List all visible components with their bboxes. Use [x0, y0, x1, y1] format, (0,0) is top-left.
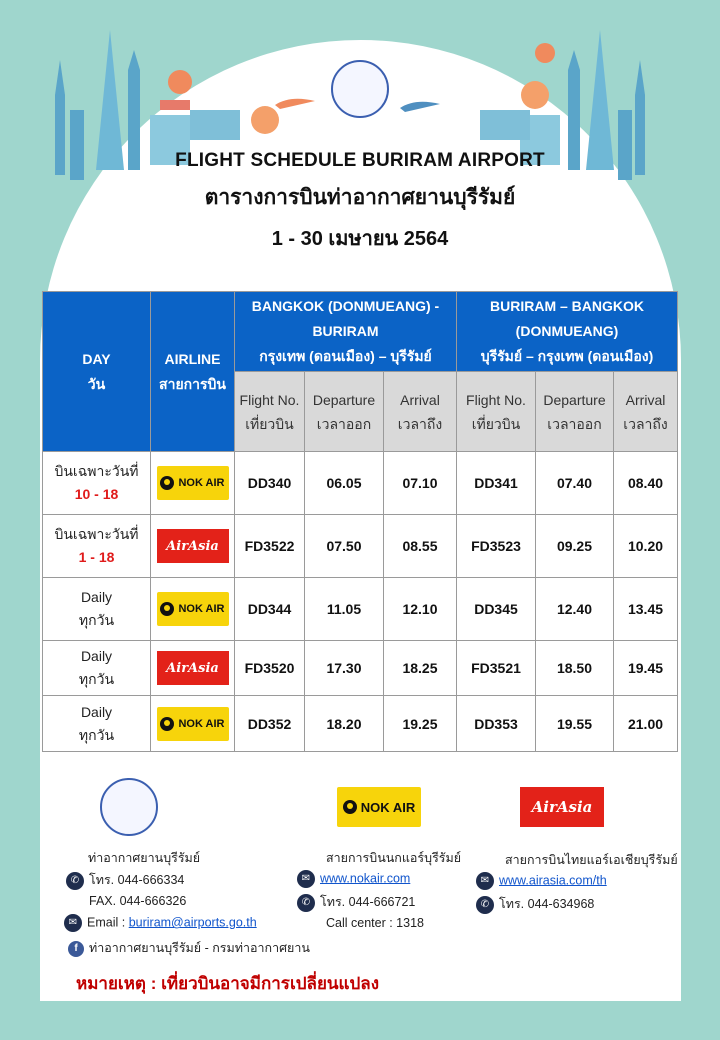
col-arrival-out: [384, 372, 457, 452]
email-icon: ✉: [476, 872, 494, 890]
route-bkk-buriram-header: [235, 292, 457, 372]
col-departure-out: [305, 372, 384, 452]
departure-return: 07.40: [536, 452, 614, 515]
flight-schedule-table: [42, 291, 678, 752]
note-label: หมายเหตุ :: [76, 974, 157, 993]
flight-no-return: DD345: [457, 578, 536, 641]
arrival-return: 21.00: [614, 696, 678, 752]
departure-return: 12.40: [536, 578, 614, 641]
arrival-out: 12.10: [384, 578, 457, 641]
title-block: [0, 150, 720, 254]
airline-cell: [151, 578, 235, 641]
email-label: Email :: [87, 915, 126, 930]
flight-no-return: FD3521: [457, 641, 536, 696]
airasia-logo: [157, 651, 229, 685]
col-flight-label-th: เที่ยวบิน: [245, 415, 294, 432]
airport-phone-text: โทร. 044-666334: [89, 873, 185, 887]
contact-footer: [0, 770, 720, 1000]
flight-no-out: FD3520: [235, 641, 305, 696]
col-departure-label: Departure: [543, 391, 606, 408]
arrival-return: 08.40: [614, 452, 678, 515]
nokair-name: สายการบินนกแอร์บุรีรัมย์: [326, 851, 462, 865]
day-label: บินเฉพาะวันที่: [54, 463, 139, 479]
airport-email: [64, 914, 257, 932]
departure-out: 07.50: [305, 515, 384, 578]
col-departure-label-th: เวลาออก: [316, 415, 372, 432]
airport-seal-logo: [100, 778, 158, 836]
disclaimer-note: [76, 970, 379, 997]
day-cell: [43, 452, 151, 515]
day-label: บินเฉพาะวันที่: [54, 526, 139, 542]
flight-no-return: DD353: [457, 696, 536, 752]
nokair-logo: [157, 592, 229, 626]
email-icon: ✉: [64, 914, 82, 932]
departure-out: 11.05: [305, 578, 384, 641]
flight-no-out: DD344: [235, 578, 305, 641]
col-flight-label-th: เที่ยวบิน: [471, 415, 521, 432]
flight-no-out: DD352: [235, 696, 305, 752]
col-arrival-label: Arrival: [400, 391, 440, 408]
col-flight-label: Flight No.: [466, 391, 526, 408]
nokair-logo: [337, 787, 421, 827]
day-label: Daily: [80, 648, 113, 664]
airport-phone: [66, 870, 184, 890]
airport-email-link[interactable]: buriram@airports.go.th: [128, 915, 257, 930]
departure-return: 19.55: [536, 696, 614, 752]
day-sublabel: 1 - 18: [78, 549, 115, 565]
departure-return: 18.50: [536, 641, 614, 696]
route1-line2: BURIRAM: [312, 323, 379, 339]
airline-cell: [151, 641, 235, 696]
nokair-bird-icon: [160, 476, 174, 490]
flight-no-return: DD341: [457, 452, 536, 515]
airport-name: ท่าอากาศยานบุรีรัมย์: [88, 851, 201, 865]
nokair-phone-text: โทร. 044-666721: [320, 895, 416, 909]
arrival-out: 07.10: [384, 452, 457, 515]
airasia-logo: [157, 529, 229, 563]
table-row: [43, 641, 678, 696]
nokair-bird-icon: [160, 602, 174, 616]
route2-line1: BURIRAM – BANGKOK: [490, 298, 644, 314]
nokair-bird-icon: [160, 717, 174, 731]
arrival-return: 13.45: [614, 578, 678, 641]
col-arrival-label: Arrival: [625, 391, 666, 408]
airasia-web-link[interactable]: www.airasia.com/th: [499, 873, 607, 888]
table-row: [43, 578, 678, 641]
arrival-return: 19.45: [614, 641, 678, 696]
day-header-th: วัน: [87, 375, 106, 392]
nokair-web: [297, 870, 410, 888]
phone-icon: ✆: [476, 896, 494, 914]
airport-seal-logo: [331, 60, 389, 118]
col-flight-return: [457, 372, 536, 452]
col-departure-label: Departure: [312, 391, 376, 408]
col-departure-label-th: เวลาออก: [547, 415, 602, 432]
airline-cell: [151, 515, 235, 578]
col-arrival-return: [614, 372, 678, 452]
col-flight-out: [235, 372, 305, 452]
airline-logo-text: NOK AIR: [178, 603, 225, 615]
route2-thai: บุรีรัมย์ – กรุงเทพ (ดอนเมือง): [480, 348, 654, 364]
arrival-return: 10.20: [614, 515, 678, 578]
nokair-callcenter: Call center : 1318: [326, 916, 424, 930]
departure-out: 06.05: [305, 452, 384, 515]
table-row: [43, 452, 678, 515]
route2-line2: (DONMUEANG): [515, 323, 619, 339]
day-header: [43, 292, 151, 452]
airline-cell: [151, 696, 235, 752]
date-range: 1 - 30 เมษายน 2564: [271, 228, 449, 250]
airasia-name: สายการบินไทยแอร์เอเชียบุรีรัมย์: [505, 853, 678, 867]
airport-fax: FAX. 044-666326: [89, 894, 187, 908]
route1-thai: กรุงเทพ (ดอนเมือง) – บุรีรัมย์: [259, 348, 432, 364]
departure-out: 17.30: [305, 641, 384, 696]
facebook-icon: f: [68, 941, 84, 957]
departure-return: 09.25: [536, 515, 614, 578]
day-cell: [43, 696, 151, 752]
table-row: [43, 515, 678, 578]
day-header-en: DAY: [82, 350, 111, 367]
flight-no-return: FD3523: [457, 515, 536, 578]
airasia-phone-text: โทร. 044-634968: [499, 897, 595, 911]
day-label: Daily: [80, 703, 113, 720]
day-sublabel: 10 - 18: [74, 486, 119, 502]
col-departure-return: [536, 372, 614, 452]
airasia-web: [476, 872, 607, 890]
airline-cell: [151, 452, 235, 515]
table-row: [43, 696, 678, 752]
arrival-out: 18.25: [384, 641, 457, 696]
nokair-logo: [157, 707, 229, 741]
col-arrival-label-th: เวลาถึง: [397, 415, 443, 432]
flight-no-out: FD3522: [235, 515, 305, 578]
day-cell: [43, 515, 151, 578]
day-label: Daily: [80, 589, 113, 605]
airasia-phone: [476, 894, 594, 914]
day-cell: [43, 578, 151, 641]
email-icon: ✉: [297, 870, 315, 888]
airline-logo-text: AirAsia: [166, 660, 219, 676]
page-title: FLIGHT SCHEDULE BURIRAM AIRPORT: [175, 150, 545, 171]
airline-logo-text: NOK AIR: [178, 717, 225, 730]
route1-line1: BANGKOK (DONMUEANG) -: [251, 298, 440, 314]
arrival-out: 19.25: [384, 696, 457, 752]
airline-logo-text: AirAsia: [166, 538, 219, 554]
nokair-bird-icon: [343, 800, 357, 814]
col-flight-label: Flight No.: [239, 391, 300, 408]
airline-logo-text: NOK AIR: [178, 477, 225, 489]
airline-header-en: AIRLINE: [164, 350, 221, 367]
nokair-web-link[interactable]: www.nokair.com: [320, 871, 411, 886]
nokair-logo: [157, 466, 229, 500]
day-sublabel: ทุกวัน: [78, 671, 115, 687]
airline-header-th: สายการบิน: [159, 375, 226, 392]
page-title-thai: ตารางการบินท่าอากาศยานบุรีรัมย์: [204, 186, 516, 209]
flight-no-out: DD340: [235, 452, 305, 515]
day-cell: [43, 641, 151, 696]
route-buriram-bkk-header: [457, 292, 678, 372]
phone-icon: ✆: [297, 894, 315, 912]
day-sublabel: ทุกวัน: [78, 612, 115, 628]
airport-facebook: [68, 938, 310, 958]
phone-icon: ✆: [66, 872, 84, 890]
airasia-logo: [520, 787, 604, 827]
nokair-phone: [297, 892, 415, 912]
departure-out: 18.20: [305, 696, 384, 752]
col-arrival-label-th: เวลาถึง: [623, 415, 668, 432]
note-text: เที่ยวบินอาจมีการเปลี่ยนแปลง: [161, 974, 380, 993]
airline-header: [151, 292, 235, 452]
airport-facebook-text: ท่าอากาศยานบุรีรัมย์ - กรมท่าอากาศยาน: [89, 941, 310, 955]
airasia-logo-text: AirAsia: [531, 798, 593, 816]
nokair-logo-text: NOK AIR: [360, 799, 416, 815]
arrival-out: 08.55: [384, 515, 457, 578]
day-sublabel: ทุกวัน: [78, 726, 115, 743]
